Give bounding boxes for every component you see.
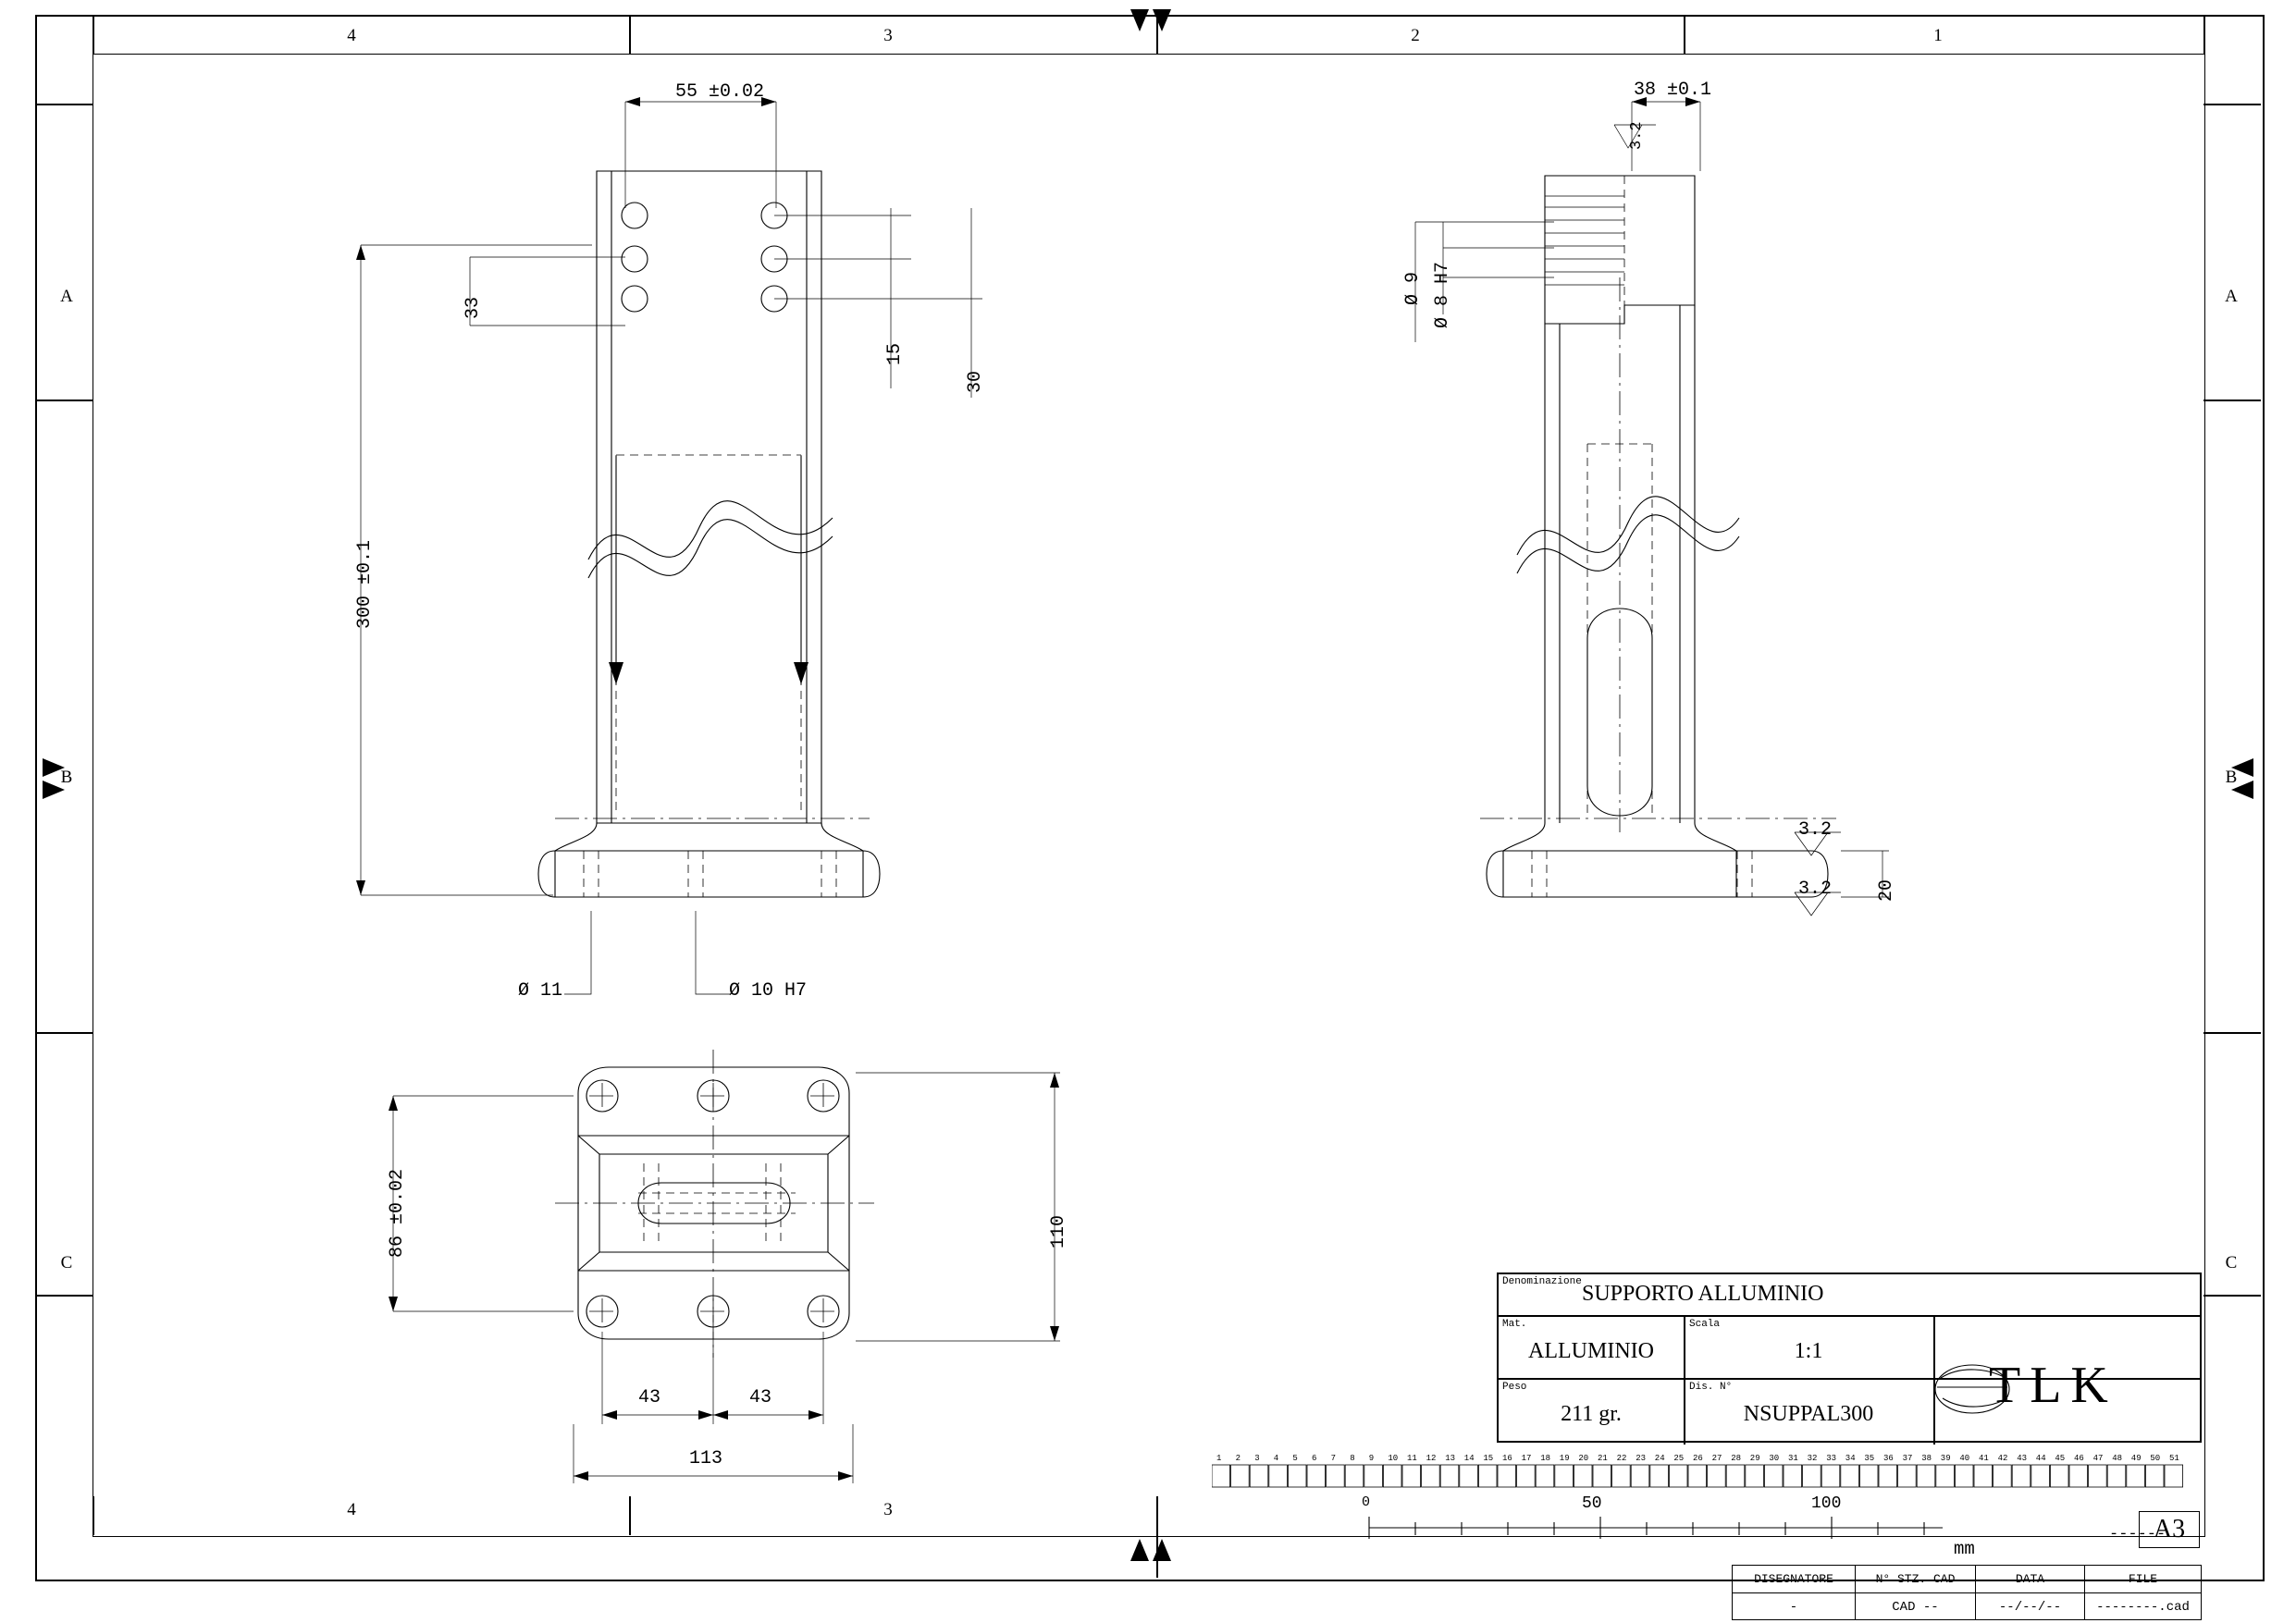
bt-value-file: --------.cad	[2096, 1600, 2190, 1615]
peso-value: 211 gr.	[1561, 1402, 1622, 1426]
peso-label: Peso	[1502, 1382, 1527, 1393]
bt-header-data: DATA	[2015, 1572, 2045, 1586]
zone-label-left-b: B	[60, 768, 73, 787]
scala-label: Scala	[1689, 1319, 1721, 1330]
hole-10h7-callout: Ø 10 H7	[729, 980, 808, 1002]
roughness-top: 3.2	[1628, 121, 1646, 150]
zone-label-left-c: C	[60, 1253, 73, 1273]
mat-label: Mat.	[1502, 1319, 1527, 1330]
zone-label-left-a: A	[60, 287, 73, 306]
zone-label-top-1: 1	[1933, 26, 1943, 45]
zone-label-top-3: 3	[883, 26, 893, 45]
sheet-format-badge: A3	[2139, 1511, 2200, 1548]
ruler-label-50: 50	[1582, 1494, 1602, 1513]
dim-113: 113	[689, 1448, 723, 1469]
ruler-label-0: 0	[1362, 1494, 1371, 1510]
zone-label-top-2: 2	[1411, 26, 1420, 45]
dim-38: 38 ±0.1	[1634, 80, 1712, 101]
bottom-info-table	[1732, 1565, 2202, 1620]
zone-label-bottom-3: 3	[883, 1500, 893, 1519]
zone-label-right-a: A	[2225, 287, 2238, 306]
scala-value: 1:1	[1794, 1339, 1823, 1363]
dim-43-left: 43	[638, 1387, 661, 1408]
bt-value-data: --/--/--	[1998, 1600, 2062, 1615]
denominazione-value: SUPPORTO ALLUMINIO	[1582, 1282, 1824, 1306]
dim-55: 55 ±0.02	[675, 81, 765, 103]
logo-text: TLK	[1989, 1357, 2117, 1414]
dim-20: 20	[1876, 879, 1897, 902]
hole-9-callout: Ø 9	[1402, 271, 1424, 305]
zone-label-bottom-4: 4	[347, 1500, 356, 1519]
dim-110: 110	[1048, 1214, 1069, 1248]
zone-label-right-b: B	[2225, 768, 2238, 787]
hole-8h7-callout: Ø 8 H7	[1432, 261, 1453, 328]
roughness-b: 3.2	[1798, 879, 1833, 900]
dim-86: 86 ±0.02	[387, 1168, 408, 1258]
hole-11-callout: Ø 11	[518, 980, 563, 1002]
denominazione-label: Denominazione	[1502, 1276, 1582, 1287]
dashes: ------	[2109, 1526, 2166, 1543]
dim-33: 33	[463, 296, 484, 319]
dim-300: 300 ±0.1	[354, 539, 376, 629]
bt-header-disegnatore: DISEGNATORE	[1754, 1572, 1833, 1586]
dim-30: 30	[965, 370, 986, 393]
roughness-a: 3.2	[1798, 819, 1833, 841]
dis-label: Dis. N°	[1689, 1382, 1733, 1393]
bt-value-disegnatore: -	[1789, 1600, 1798, 1615]
ruler-label-100: 100	[1811, 1494, 1842, 1513]
bt-header-stz-cad: N° STZ. CAD	[1875, 1572, 1956, 1586]
mat-value: ALLUMINIO	[1528, 1339, 1654, 1363]
zone-label-right-c: C	[2225, 1253, 2238, 1273]
dim-43-right: 43	[749, 1387, 772, 1408]
dis-value: NSUPPAL300	[1743, 1402, 1874, 1426]
bt-header-file: FILE	[2128, 1572, 2158, 1586]
zone-label-top-4: 4	[347, 26, 356, 45]
dim-15: 15	[884, 342, 906, 365]
ruler-unit: mm	[1954, 1539, 1975, 1559]
technical-drawing-sheet: 4 3 2 1 4 3 A B C A B C 55 ±0.02 300 ±0.1 33 15 30 Ø 11 Ø 10 H7 38 ±0.1 3.2 Ø 9 Ø 8 H7 3.2 3.2 20 86 ±0.02 110 43 43 113 Denominazione SUPPORTO ALLUMINIO Mat. ALLUMINIO Scala 1:1 Peso 211 gr. Dis. N° NSUPPAL300 TLK 1 2 3 4 5 6 7 8 9 10 11 12 13 14 15 16 17 18 19 20 21 22 23 24 25 26 27 28 29 30 31 32 33 34 35 36 37 38 39 40 41 42 43 44 45 46 47 48 49 50 51 0 50 100 mm ------ A3 DISEGNATORE N° STZ. CAD DATA FILE - CAD -- --/--/-- --------.cad	[0, 0, 2296, 1623]
bt-value-stz-cad: CAD --	[1892, 1600, 1939, 1615]
